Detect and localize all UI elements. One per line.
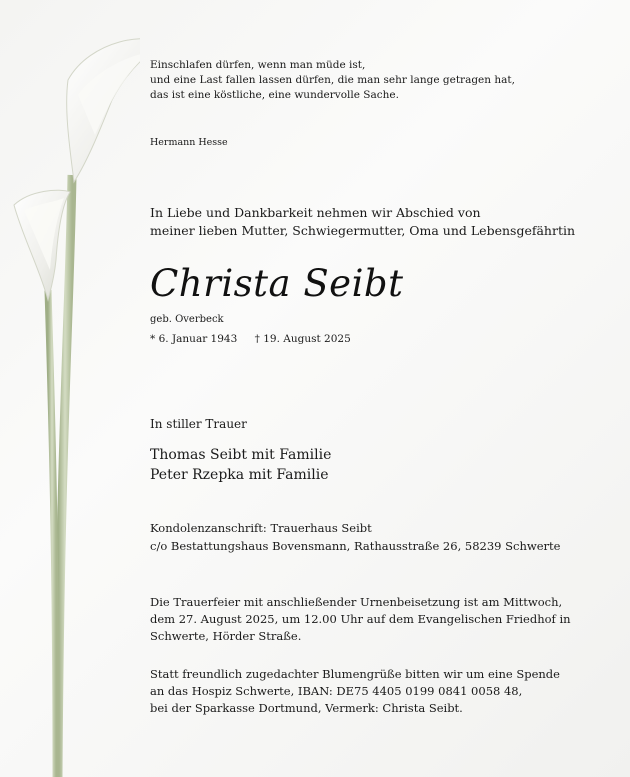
poem-line: das ist eine köstliche, eine wundervolle Sache. <box>150 89 399 101</box>
donation-line: Statt freundlich zugedachter Blumengrüße bitten wir um eine Spende <box>150 667 560 681</box>
poem-line: und eine Last fallen lassen dürfen, die man sehr lange getragen hat, <box>150 74 515 86</box>
ceremony-line: Schwerte, Hörder Straße. <box>150 629 302 643</box>
death-date: † 19. August 2025 <box>254 333 351 345</box>
condolence-address <box>150 519 560 555</box>
poem <box>150 58 515 103</box>
poem-line: Einschlafen dürfen, wenn man müde ist, <box>150 59 366 71</box>
mourner-family: Thomas Seibt mit Familie <box>150 447 332 463</box>
intro-line: meiner lieben Mutter, Schwiegermutter, Oma und Lebensgefährtin <box>150 223 576 238</box>
mourner-family: Peter Rzepka mit Familie <box>150 467 329 483</box>
calla-flower-small <box>14 190 70 300</box>
poem-author: Hermann Hesse <box>150 137 228 148</box>
life-dates <box>150 333 365 345</box>
address-line: Kondolenzanschrift: Trauerhaus Seibt <box>150 521 372 535</box>
donation-line: an das Hospiz Schwerte, IBAN: DE75 4405 0199 0841 0058 48, <box>150 684 523 698</box>
mourning-heading: In stiller Trauer <box>150 417 247 431</box>
birth-date: * 6. Januar 1943 <box>150 333 238 345</box>
stem-large <box>58 175 72 777</box>
ceremony-info <box>150 594 571 645</box>
farewell-intro <box>150 204 575 240</box>
calla-flower-large <box>67 39 140 182</box>
deceased-name: Christa Seibt <box>150 262 404 305</box>
intro-line: In Liebe und Dankbarkeit nehmen wir Abschied von <box>150 205 481 220</box>
ceremony-line: Die Trauerfeier mit anschließender Urnenbeisetzung ist am Mittwoch, <box>150 595 563 609</box>
donation-request <box>150 666 560 717</box>
stem-small <box>48 290 56 777</box>
donation-line: bei der Sparkasse Dortmund, Vermerk: Christa Seibt. <box>150 701 463 715</box>
calla-lily-illustration <box>0 0 140 777</box>
ceremony-line: dem 27. August 2025, um 12.00 Uhr auf dem Evangelischen Friedhof in <box>150 612 571 626</box>
birth-name: geb. Overbeck <box>150 314 224 325</box>
mourner-list <box>150 445 331 485</box>
address-line: c/o Bestattungshaus Bovensmann, Rathausstraße 26, 58239 Schwerte <box>150 539 561 553</box>
